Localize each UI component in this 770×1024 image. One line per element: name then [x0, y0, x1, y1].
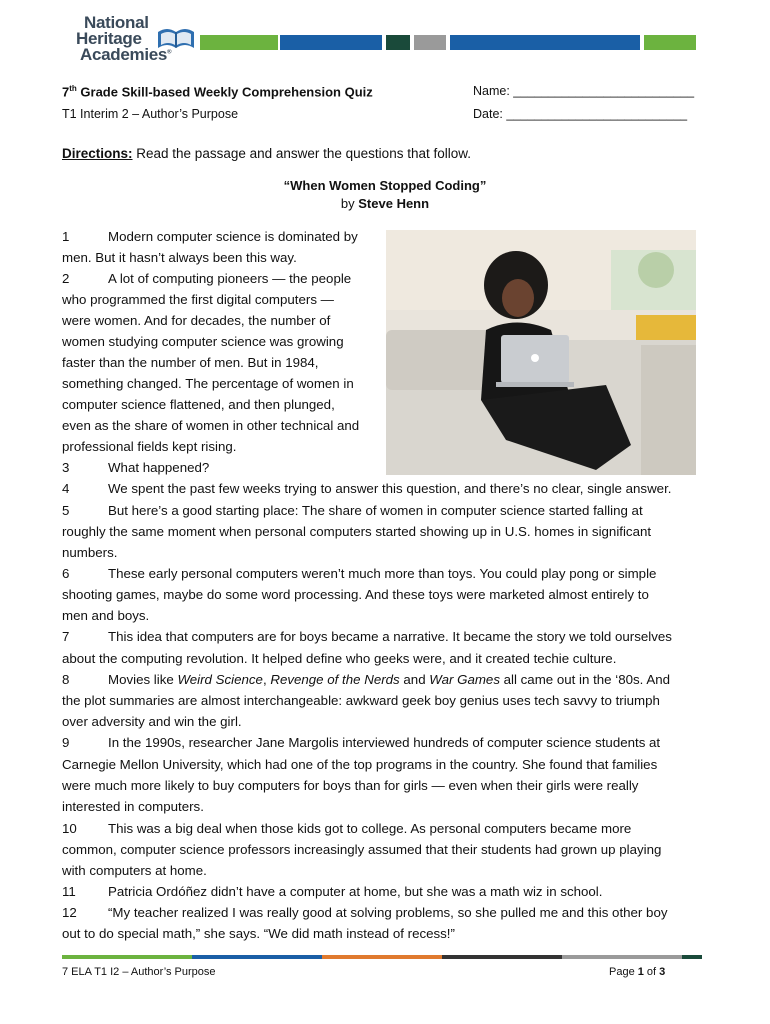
story-title: “When Women Stopped Coding”: [283, 178, 487, 193]
passage-line: 2 A lot of computing pioneers — the people: [62, 271, 352, 286]
passage-line: professional fields kept rising.: [62, 439, 237, 454]
passage-line: 9 In the 1990s, researcher Jane Margolis interviewed hundreds of computer science students at: [62, 735, 661, 750]
date-field[interactable]: Date: __________________________: [473, 107, 688, 121]
logo-line-3: Academies®: [80, 45, 172, 64]
passage-line: who programmed the first digital computers —: [62, 292, 334, 307]
passage-line: women studying computer science was growing: [62, 334, 344, 349]
story-byline: by Steve Henn: [340, 196, 430, 211]
passage-line: Carnegie Mellon University, which had one of the top programs in the country. She found that families: [62, 757, 658, 772]
header-color-bars: [200, 35, 696, 50]
passage-line: were much more likely to buy computers for boys than for girls — even when their girls were really: [62, 778, 639, 793]
passage-line: something changed. The percentage of women in: [62, 376, 354, 391]
passage-line: about the computing revolution. It helped define who geeks were, and it created techie culture.: [62, 651, 617, 666]
passage-line: 11 Patricia Ordóñez didn’t have a computer at home, but she was a math wiz in school.: [62, 884, 603, 899]
quiz-subtitle: T1 Interim 2 – Author’s Purpose: [62, 107, 239, 121]
passage-line: 7 This idea that computers are for boys became a narrative. It became the story we told ourselves: [62, 629, 672, 644]
passage-line: were women. And for decades, the number of: [62, 313, 331, 328]
passage-line: 5 But here’s a good starting place: The share of women in computer science started falling at: [62, 503, 643, 518]
header-bar-gray: [414, 35, 446, 50]
header-bar-darkgreen: [386, 35, 410, 50]
passage-line: 12 “My teacher realized I was really good at solving problems, so she pulled me and this other boy: [62, 905, 668, 920]
quiz-title: 7th Grade Skill-based Weekly Comprehension Quiz: [62, 84, 373, 100]
passage-line: 1 Modern computer science is dominated by: [62, 229, 358, 244]
passage-line: roughly the same moment when personal computers started showing up in U.S. homes in significant: [62, 524, 652, 539]
passage-line: common, computer science professors increasingly assumed that their students had grown up playing: [62, 842, 662, 857]
passage-line: men and boys.: [62, 608, 150, 623]
name-field[interactable]: Name: __________________________: [473, 84, 695, 98]
passage-line: 8 Movies like Weird Science, Revenge of the Nerds and War Games all came out in the ‘80s. And: [62, 672, 670, 687]
woman-with-laptop-photo: [386, 230, 696, 475]
footer-color-rule: [62, 955, 702, 959]
passage-line: 4 We spent the past few weeks trying to answer this question, and there’s no clear, single answer.: [62, 481, 672, 496]
passage-line: 6 These early personal computers weren’t much more than toys. You could play pong or simple: [62, 566, 657, 581]
passage-line: the plot summaries are almost interchangeable: awkward geek boy genius uses tech savvy to triumph: [62, 693, 660, 708]
header-bar-blue: [280, 35, 382, 50]
passage-line: out to do special math,” she says. “We did math instead of recess!”: [62, 926, 455, 941]
logo-line-2: Heritage: [76, 29, 142, 48]
passage-line: with computers at home.: [62, 863, 207, 878]
directions: Directions: Read the passage and answer the questions that follow.: [62, 146, 471, 161]
page-indicator: Page 1 of 3: [609, 966, 666, 978]
passage-line: men. But it hasn’t always been this way.: [62, 250, 297, 265]
header-bar-green: [200, 35, 278, 50]
open-book-icon: [156, 24, 196, 52]
footer-course-label: 7 ELA T1 I2 – Author’s Purpose: [62, 966, 216, 978]
passage-line: numbers.: [62, 545, 118, 560]
passage-line: even as the share of women in other technical and: [62, 418, 360, 433]
passage-line: interested in computers.: [62, 799, 204, 814]
passage-line: shooting games, maybe do some word processing. And these toys were marketed almost entirely to: [62, 587, 649, 602]
passage-line: over adversity and win the girl.: [62, 714, 242, 729]
header-bar-green-2: [644, 35, 696, 50]
passage-line: 3 What happened?: [62, 460, 210, 475]
passage-line: faster than the number of men. But in 1984,: [62, 355, 319, 370]
passage-line: computer science flattened, and then plunged,: [62, 397, 335, 412]
national-heritage-academies-logo: [76, 14, 194, 66]
logo-line-1: National: [84, 13, 149, 32]
passage-line: 10 This was a big deal when those kids got to college. As personal computers became more: [62, 821, 632, 836]
header-bar-blue-2: [450, 35, 640, 50]
